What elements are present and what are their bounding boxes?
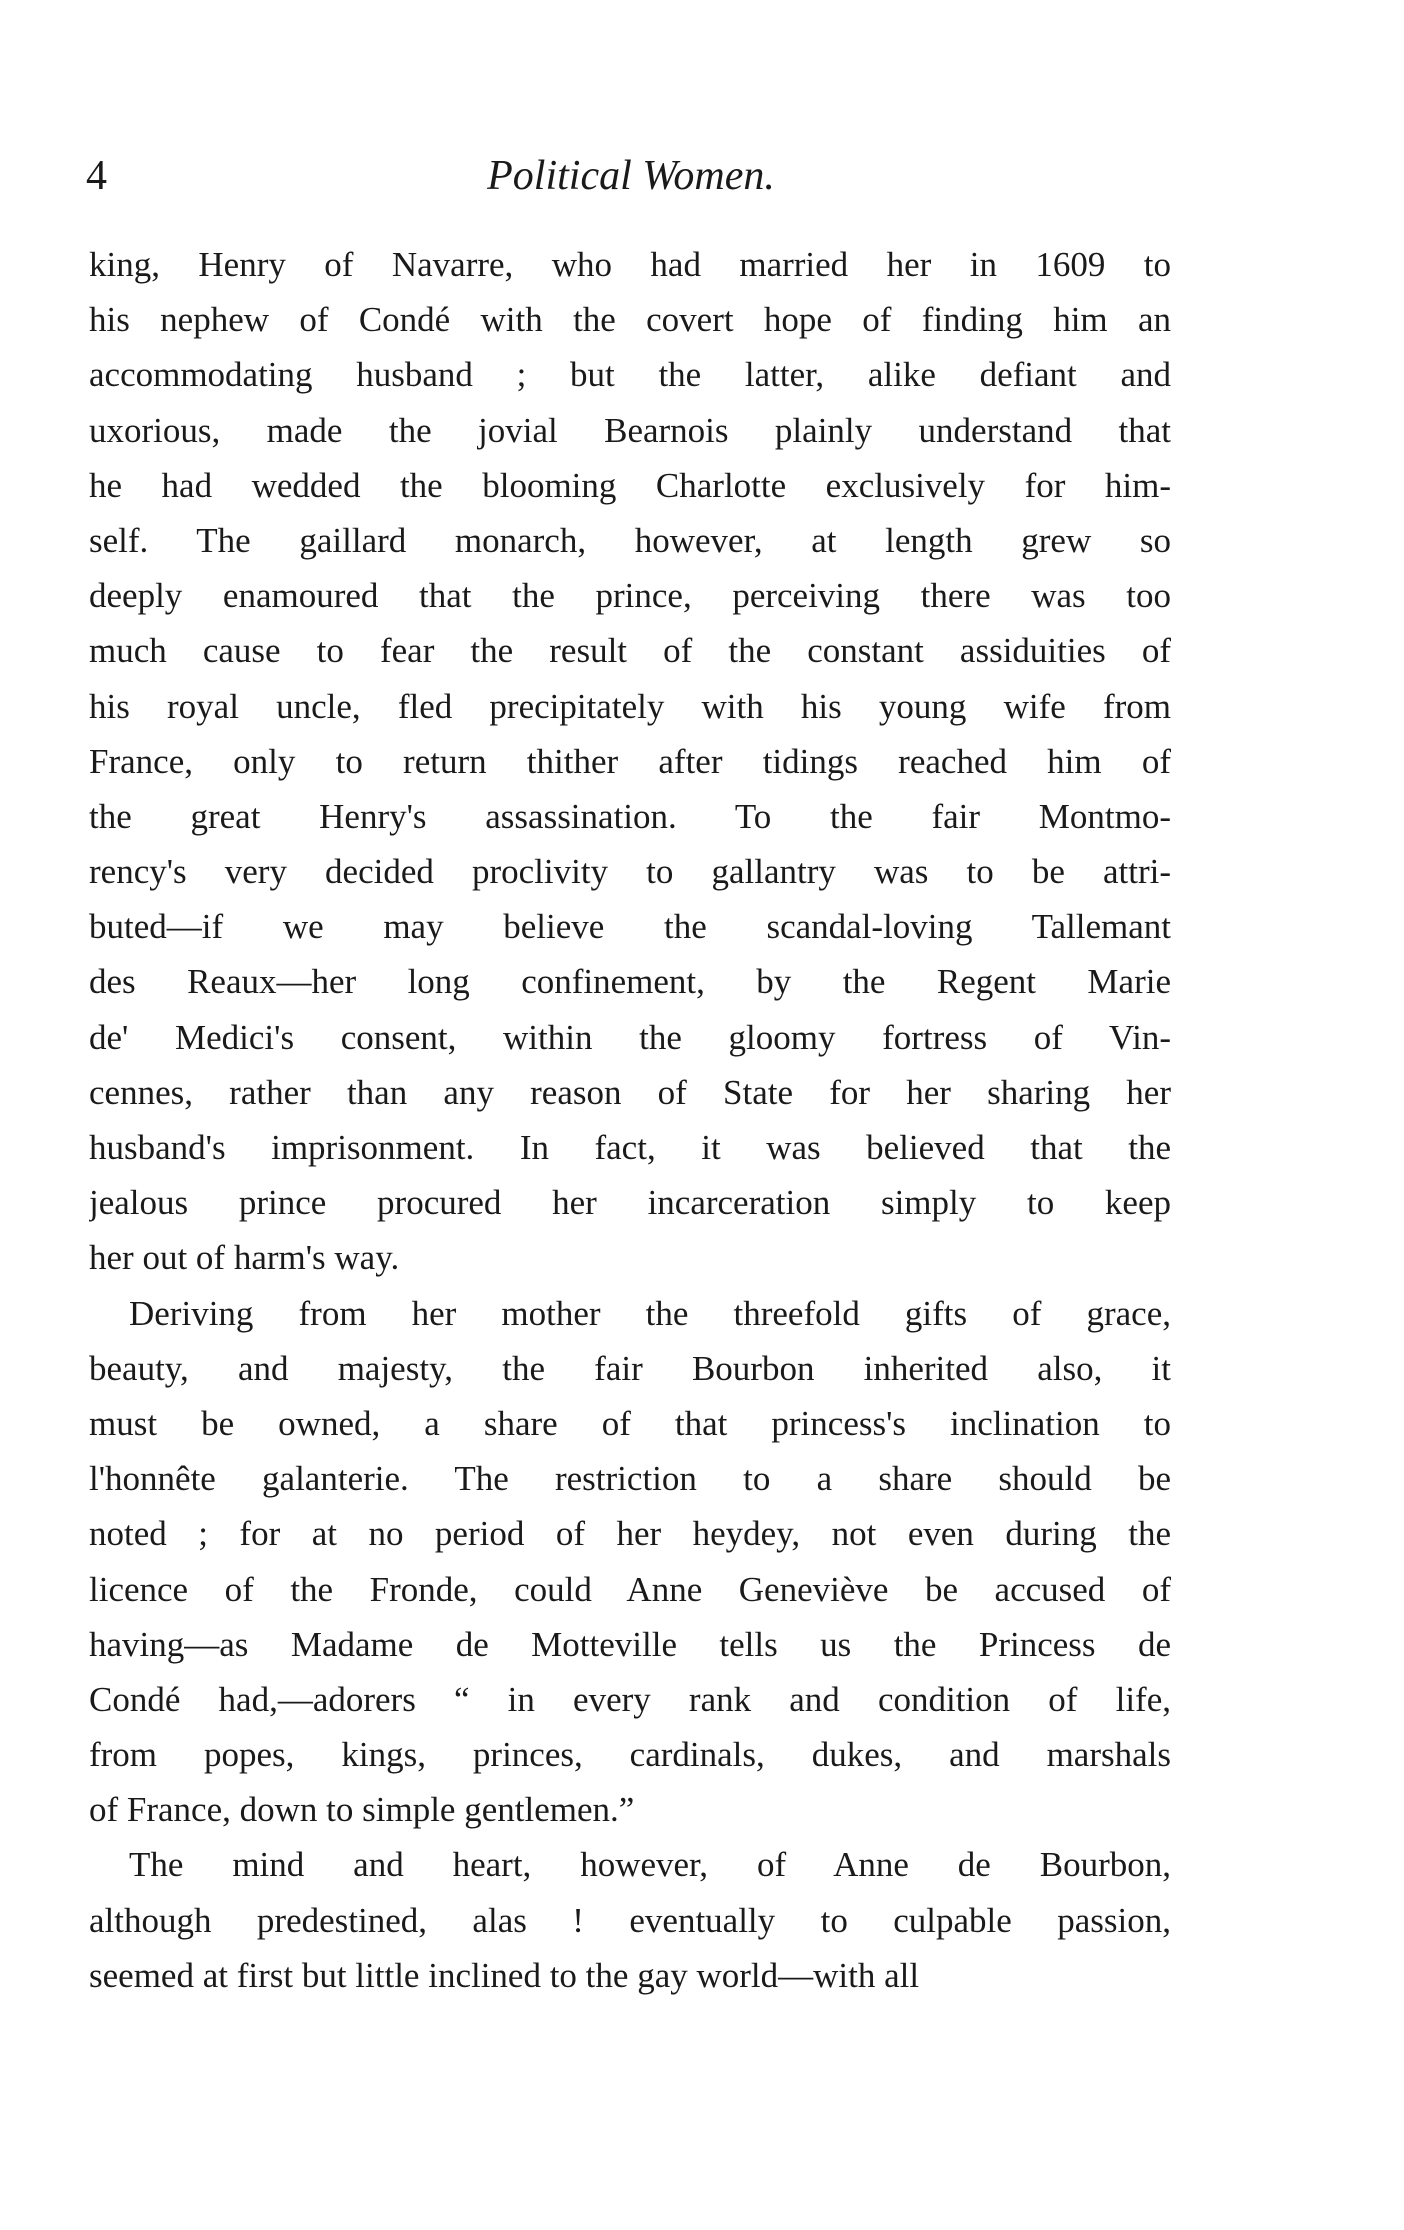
text-line: l'honnête galanterie. The restriction to a share should be: [89, 1459, 1171, 1499]
text-line: must be owned, a share of that princess's inclination to: [89, 1403, 1171, 1443]
text-line: although predestined, alas ! eventually to culpable passion,: [89, 1900, 1171, 1940]
text-line: deeply enamoured that the prince, perceiving there was too: [89, 576, 1171, 616]
paragraph: [89, 1837, 1171, 2003]
text-line: having—as Madame de Motteville tells us the Princess de: [89, 1624, 1171, 1664]
text-line: husband's imprisonment. In fact, it was believed that the: [89, 1128, 1171, 1167]
text-line: jealous prince procured her incarceration simply to keep: [89, 1183, 1171, 1223]
text-line: much cause to fear the result of the constant assiduities of: [89, 631, 1171, 671]
text-line: accommodating husband ; but the latter, alike defiant and: [89, 355, 1171, 395]
page-header: [86, 148, 1176, 204]
text-line: des Reaux—her long confinement, by the Regent Marie: [89, 962, 1171, 1002]
text-line: rency's very decided proclivity to gallantry was to be attri-: [89, 852, 1171, 892]
running-title: Political Women.: [487, 153, 775, 199]
paragraph: [89, 237, 1171, 1286]
text-line: seemed at first but little inclined to the gay world—with all: [89, 1955, 920, 1995]
text-line: buted—if we may believe the scandal-loving Tallemant: [89, 907, 1171, 947]
text-line: his royal uncle, fled precipitately with his young wife from: [89, 686, 1171, 726]
text-line: self. The gaillard monarch, however, at length grew so: [89, 520, 1171, 560]
text-line: her out of harm's way.: [89, 1238, 400, 1278]
body-text: [89, 237, 1171, 2003]
text-line: he had wedded the blooming Charlotte exclusively for him-: [89, 465, 1171, 505]
text-line: king, Henry of Navarre, who had married her in 1609 to: [89, 245, 1171, 284]
text-line: uxorious, made the jovial Bearnois plainly understand that: [89, 410, 1171, 450]
page-number: 4: [86, 153, 107, 199]
text-line: cennes, rather than any reason of State for her sharing her: [89, 1072, 1171, 1112]
text-line: de' Medici's consent, within the gloomy fortress of Vin-: [89, 1017, 1171, 1057]
text-line: licence of the Fronde, could Anne Geneviève be accused of: [89, 1569, 1171, 1609]
text-line: the great Henry's assassination. To the fair Montmo-: [89, 796, 1171, 836]
text-line: Deriving from her mother the threefold gifts of grace,: [129, 1293, 1171, 1333]
text-line: his nephew of Condé with the covert hope of finding him an: [89, 300, 1171, 340]
text-line: noted ; for at no period of her heydey, not even during the: [89, 1514, 1171, 1554]
text-line: from popes, kings, princes, cardinals, dukes, and marshals: [89, 1735, 1171, 1775]
text-line: beauty, and majesty, the fair Bourbon inherited also, it: [89, 1348, 1171, 1388]
text-line: France, only to return thither after tidings reached him of: [89, 741, 1171, 781]
text-line: of France, down to simple gentlemen.”: [89, 1790, 635, 1830]
text-line: Condé had,—adorers “ in every rank and condition of life,: [89, 1679, 1171, 1719]
text-line: The mind and heart, however, of Anne de Bourbon,: [129, 1845, 1171, 1885]
paragraph: [89, 1286, 1171, 1838]
